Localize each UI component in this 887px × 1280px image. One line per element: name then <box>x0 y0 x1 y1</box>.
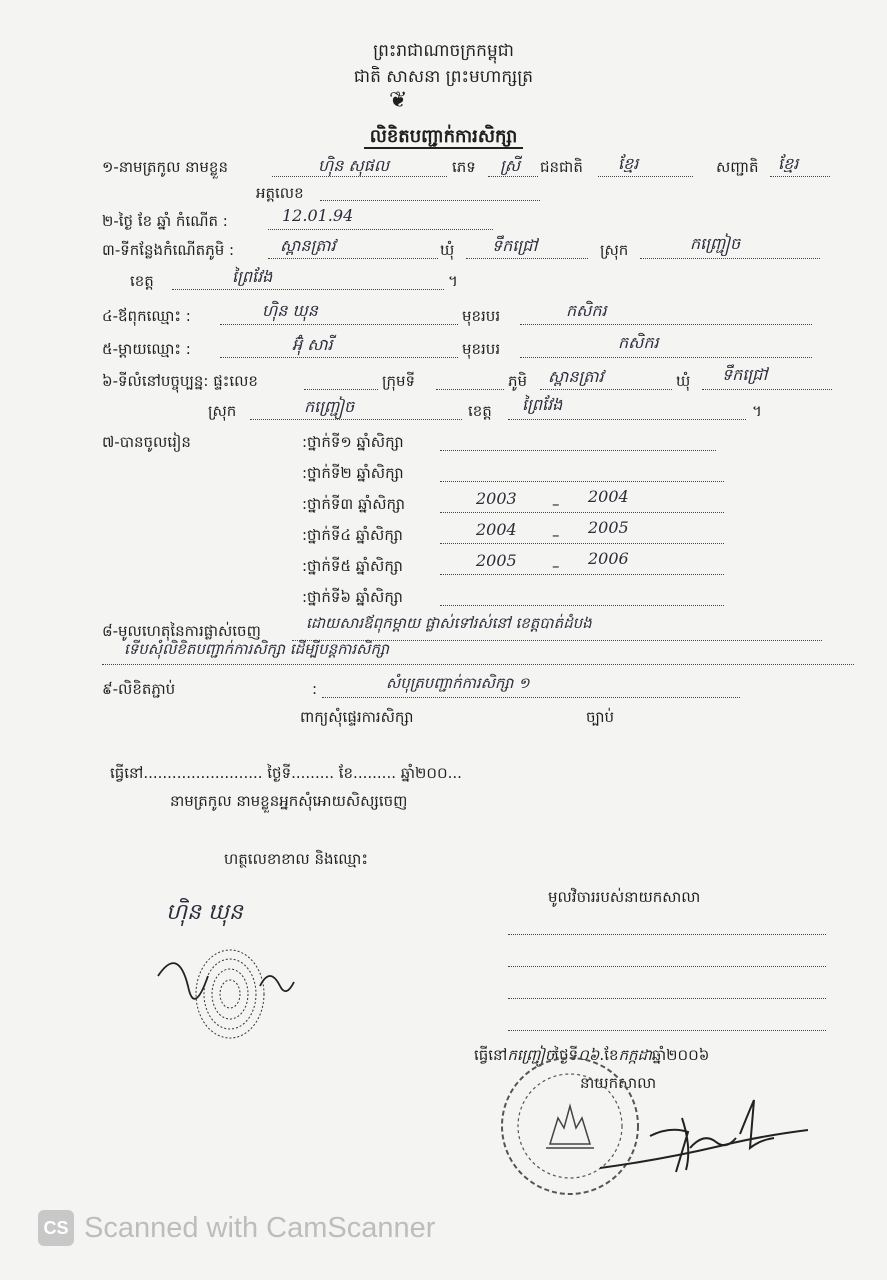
motto-heading: ជាតិ សាសនា ព្រះមហាក្សត្រ <box>353 67 534 87</box>
f6-label: ៦-ទីលំនៅបច្ចុប្បន្ន: ផ្ទះលេខ <box>102 372 258 390</box>
f6-commune: ទឹកជ្រៅ <box>722 365 768 384</box>
reason-line1: ដោយសារឪពុកម្ដាយ ផ្លាស់ទៅរស់នៅ ខេត្តបាត់ដំបង <box>306 614 592 632</box>
id-label: អត្តលេខ <box>256 184 304 202</box>
camscanner-watermark <box>38 1210 435 1246</box>
study-label: ៧-បានចូលរៀន <box>102 433 191 451</box>
grade-label-4: :ថ្នាក់ទី៤ ឆ្នាំសិក្សា <box>302 526 403 544</box>
grade-from-5: 2005 <box>476 551 517 570</box>
f3-village: ស្ពានត្រាវ <box>280 236 336 255</box>
grade-from-3: 2003 <box>476 489 517 508</box>
grade-dots-1 <box>440 450 716 451</box>
f6-village: ស្ពានត្រាវ <box>548 367 604 386</box>
f3-commune-label: ឃុំ <box>440 241 455 259</box>
director-title: នាយកសាលា <box>580 1074 657 1092</box>
applicant-date-line: ធ្វើនៅ......................... ថ្ងៃទី......... ខែ......... ឆ្នាំ២០០... <box>110 764 462 782</box>
applicant-name-caption: នាមត្រកូល នាមខ្លួនអ្នកសុំអោយសិស្សចេញ <box>170 792 408 810</box>
director-opinion-label: មូលវិចាររបស់នាយកសាលា <box>548 888 701 906</box>
grade-dots-4 <box>440 543 724 544</box>
camscanner-logo-icon: CS <box>38 1210 74 1246</box>
f3-label: ៣-ទីកន្លែងកំណើតភូមិ : <box>102 241 235 259</box>
reason-line2: ទើបសុំលិខិតបញ្ជាក់ការសិក្សា ដើម្បីបន្តការសិក្សា <box>124 640 389 658</box>
thumbprint-icon <box>150 936 300 1046</box>
f5-value: អ៊ុំ សារី <box>292 335 333 354</box>
f3-province: ព្រៃវែង <box>232 267 273 286</box>
applicant-signature-name: ហ៊ិន ឃុន <box>166 900 243 925</box>
grade-label-2: :ថ្នាក់ទី២ ឆ្នាំសិក្សា <box>302 464 404 482</box>
grade-dots-6 <box>440 605 724 606</box>
kingdom-heading: ព្រះរាជាណាចក្រកម្ពុជា <box>373 41 514 61</box>
document-title: លិខិតបញ្ជាក់ការសិក្សា <box>0 124 887 151</box>
race-value: ខ្មែរ <box>618 154 639 173</box>
f6-group-label: ក្រុមទី <box>382 372 416 390</box>
f5-label: ៥-ម្ដាយឈ្មោះ : <box>102 340 191 358</box>
grade-to-4: 2005 <box>588 518 629 537</box>
grade-from-4: 2004 <box>476 520 517 539</box>
f5-occupation-label: មុខរបរ <box>462 340 501 358</box>
gender-value: ស្រី <box>500 156 520 175</box>
attach-count-label: ច្បាប់ <box>586 708 615 726</box>
director-date-line: ធ្វើនៅកញ្ជ្រៀចថ្ងៃទី០៦.ខែកក្កដាឆ្នាំ២០០៦ <box>474 1046 710 1064</box>
f5-occupation: កសិករ <box>618 333 659 352</box>
applicant-signature-caption: ហត្ថលេខាខាល និងឈ្មោះ <box>224 850 368 868</box>
f3-district: កញ្ជ្រៀច <box>690 234 741 253</box>
f6-district: កញ្ជ្រៀច <box>304 397 355 416</box>
race-label: ជនជាតិ <box>540 158 583 176</box>
f4-occupation: កសិករ <box>566 301 607 320</box>
f6-province-label: ខេត្ត <box>468 402 492 420</box>
camscanner-text: Scanned with CamScanner <box>84 1211 436 1244</box>
attach-value: សំបុត្របញ្ជាក់ការសិក្សា ១ <box>386 674 530 692</box>
f4-value: ហ៊ិន ឃុន <box>262 301 318 320</box>
f6-district-label: ស្រុក <box>208 402 237 420</box>
grade-dots-5 <box>440 574 724 575</box>
document-page: ព្រះរាជាណាចក្រកម្ពុជា ជាតិ សាសនា ព្រះមហាក្សត្រ ❦ លិខិតបញ្ជាក់ការសិក្សា ១-នាមត្រកូល នាមខ្លួន ហ៊ិន សុផល ភេទ ស្រី ជនជាតិ ខ្មែរ សញ្ជាតិ ខ្មែរ អត្តលេខ ២-ថ្ងៃ ខែ ឆ្នាំ កំណើត : 12.01.94 ៣-ទីកន្លែងកំណើតភូមិ : ស្ពានត្រាវ ឃុំ ទឹកជ្រៅ ស្រុក កញ្ជ្រៀច ខេត្ត ព្រៃវែង ។ ៤-ឪពុកឈ្មោះ : ហ៊ិន ឃុន មុខរបរ កសិករ ៥-ម្ដាយឈ្មោះ : អ៊ុំ សារី មុខរបរ កសិករ ៦-ទីលំនៅបច្ចុប្បន្ន: ផ្ទះលេខ ក្រុមទី ភូមិ ស្ពានត្រាវ ឃុំ ទឹកជ្រៅ ស្រុក កញ្ជ្រៀច ខេត្ត ព្រៃវែង ។ ៧-បានចូលរៀន :ថ្នាក់ទី១ ឆ្នាំសិក្សា :ថ្នាក់ទី២ ឆ្នាំសិក្សា :ថ្នាក់ទី៣ ឆ្នាំសិក្សា 2003 – 2004 :ថ្នាក់ទី៤ ឆ្នាំសិក្សា 2004 – 2005 :ថ្នាក់ទី៥ ឆ្នាំសិក្សា 2005 – 2006 :ថ្នាក់ទី៦ ឆ្នាំសិក្សា ៨-មូលហេតុនៃការផ្លាស់ចេញ ដោយសារឪពុកម្ដាយ ផ្លាស់ទៅរស់នៅ ខេត្តបាត់ដំបង ទើបសុំលិខិតបញ្ជាក់ការសិក្សា ដើម្បីបន្តការសិក្សា ៩-លិខិតភ្ជាប់ : សំបុត្របញ្ជាក់ការសិក្សា ១ ពាក្យសុំផ្ទេរការសិក្សា ច្បាប់ ធ្វើនៅ......................... ថ្ងៃទី......... ខែ......... ឆ្នាំ២០០... នាមត្រកូល នាមខ្លួនអ្នកសុំអោយសិស្សចេញ ហត្ថលេខាខាល និងឈ្មោះ ហ៊ិន ឃុន មូលវិចាររបស់នាយកសាលា ធ្វើនៅកញ្ជ្រៀចថ្ងៃទី០៦.ខែកក្កដាឆ្នាំ២០០៦ នាយកសាលា CS Scanned with CamScanner <box>0 0 887 1280</box>
f1-value: ហ៊ិន សុផល <box>318 156 390 175</box>
f6-province: ព្រៃវែង <box>522 395 563 414</box>
gender-label: ភេទ <box>452 158 476 176</box>
grade-to-3: 2004 <box>588 487 629 506</box>
f6-village-label: ភូមិ <box>508 372 528 390</box>
f4-occupation-label: មុខរបរ <box>462 307 501 325</box>
nationality-value: ខ្មែរ <box>778 154 799 173</box>
f2-label: ២-ថ្ងៃ ខែ ឆ្នាំ កំណើត : <box>102 212 228 230</box>
grade-dots-2 <box>440 481 724 482</box>
grade-label-3: :ថ្នាក់ទី៣ ឆ្នាំសិក្សា <box>302 495 406 513</box>
grade-dots-3 <box>440 512 724 513</box>
nationality-label: សញ្ជាតិ <box>716 158 759 176</box>
ornament-icon: ❦ <box>389 88 408 113</box>
f2-value: 12.01.94 <box>282 206 354 225</box>
f3-district-label: ស្រុក <box>600 241 629 259</box>
f3-province-label: ខេត្ត <box>130 272 154 290</box>
f4-label: ៤-ឪពុកឈ្មោះ : <box>102 307 191 325</box>
f3-commune: ទឹកជ្រៅ <box>492 236 538 255</box>
grade-label-1: :ថ្នាក់ទី១ ឆ្នាំសិក្សា <box>302 433 404 451</box>
f1-label: ១-នាមត្រកូល នាមខ្លួន <box>102 158 228 176</box>
f6-commune-label: ឃុំ <box>676 372 691 390</box>
attach-label: ៩-លិខិតភ្ជាប់ <box>102 680 176 698</box>
director-signature-icon <box>590 1088 810 1178</box>
attach-request-label: ពាក្យសុំផ្ទេរការសិក្សា <box>300 708 414 726</box>
grade-to-5: 2006 <box>588 549 629 568</box>
reason-label: ៨-មូលហេតុនៃការផ្លាស់ចេញ <box>102 622 261 640</box>
grade-label-5: :ថ្នាក់ទី៥ ឆ្នាំសិក្សា <box>302 557 403 575</box>
grade-label-6: :ថ្នាក់ទី៦ ឆ្នាំសិក្សា <box>302 588 403 606</box>
